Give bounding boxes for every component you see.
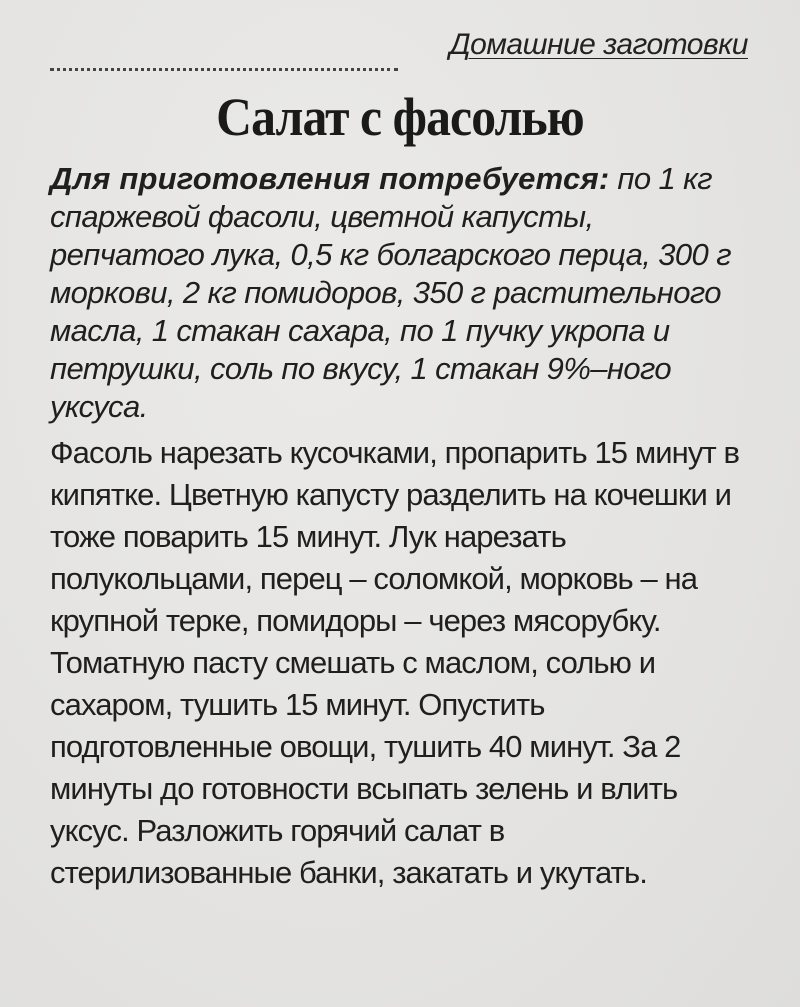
recipe-title: Салат с фасолью <box>216 87 584 147</box>
ingredients-text: по 1 кг спаржевой фасоли, цветной капусты, репчатого лука, 0,5 кг болгарского перца, 300 г моркови, 2 кг помидоров, 350 г растительного масла, 1 стакан сахара, по 1 пучку укропа и петрушки, соль по вкусу, 1 стакан 9%–ного уксуса. <box>50 161 731 424</box>
section-label: Домашние заготовки <box>449 28 748 61</box>
instructions-paragraph: Фасоль нарезать кусочками, пропарить 15 минут в кипятке. Цветную капусту разделить на кочешки и тоже поварить 15 минут. Лук нарезать полукольцами, перец – соломкой, морковь – на крупной терке, помидоры – через мясорубку. Томатную пасту смешать с маслом, солью и сахаром, тушить 15 минут. Опустить подготовленные овощи, тушить 40 минут. За 2 минуты до готовности всыпать зелень и влить уксус. Разложить горячий салат в стерилизованные банки, закатать и укутать. <box>50 435 740 890</box>
dotted-rule <box>50 68 398 71</box>
recipe-body <box>50 160 750 894</box>
ingredients-paragraph <box>50 160 750 426</box>
ingredients-lead: Для приготовления потребуется: <box>50 161 610 196</box>
